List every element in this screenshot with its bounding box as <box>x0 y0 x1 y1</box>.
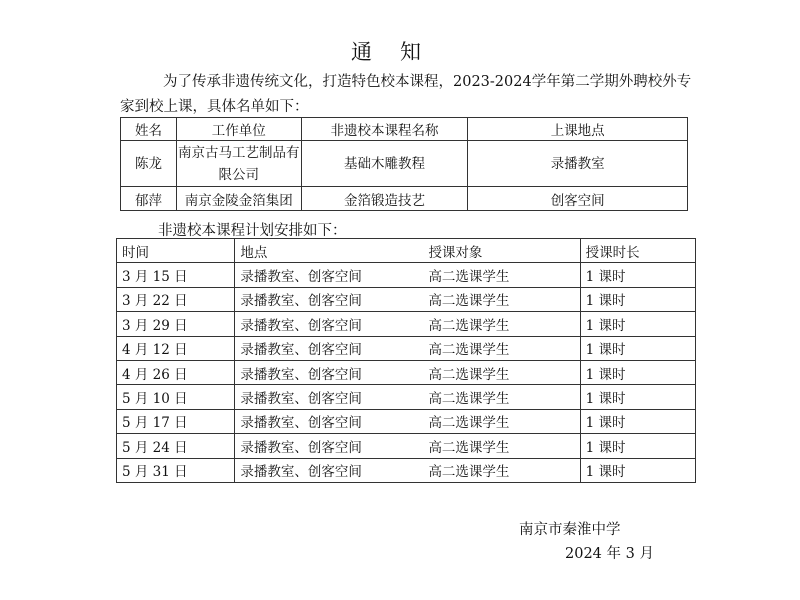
session-date: 4 月 26 日 <box>117 360 235 384</box>
session-audience: 高二选课学生 <box>423 287 580 311</box>
expert-name: 陈龙 <box>121 141 177 187</box>
session-location: 录播教室、创客空间 <box>235 434 424 458</box>
session-audience: 高二选课学生 <box>423 434 580 458</box>
session-duration: 1 课时 <box>580 360 695 384</box>
header-cell: 地点 <box>235 239 424 263</box>
session-duration: 1 课时 <box>580 312 695 336</box>
session-audience: 高二选课学生 <box>423 360 580 384</box>
table-row <box>117 385 696 409</box>
table-row <box>117 336 696 360</box>
schedule-heading: 非遗校本课程计划安排如下： <box>158 223 347 239</box>
header-cell: 上课地点 <box>468 118 688 141</box>
session-date: 3 月 29 日 <box>117 312 235 336</box>
expert-course: 基础木雕教程 <box>301 141 468 187</box>
expert-employer: 南京金陵金箔集团 <box>176 187 301 211</box>
session-date: 3 月 22 日 <box>117 287 235 311</box>
session-location: 录播教室、创客空间 <box>235 385 424 409</box>
table-row <box>121 141 688 187</box>
table-row <box>117 263 696 287</box>
table-row <box>117 360 696 384</box>
session-duration: 1 课时 <box>580 458 695 482</box>
session-audience: 高二选课学生 <box>423 458 580 482</box>
table-row <box>121 187 688 211</box>
session-location: 录播教室、创客空间 <box>235 360 424 384</box>
notice-intro <box>120 70 695 120</box>
signature-organization: 南京市秦淮中学 <box>519 522 621 538</box>
session-date: 5 月 10 日 <box>117 385 235 409</box>
table-row <box>117 458 696 482</box>
header-cell: 工作单位 <box>176 118 301 141</box>
session-duration: 1 课时 <box>580 263 695 287</box>
session-audience: 高二选课学生 <box>423 263 580 287</box>
expert-course: 金箔锻造技艺 <box>301 187 468 211</box>
header-cell: 授课时长 <box>580 239 695 263</box>
session-location: 录播教室、创客空间 <box>235 263 424 287</box>
session-location: 录播教室、创客空间 <box>235 287 424 311</box>
header-cell: 非遗校本课程名称 <box>301 118 468 141</box>
session-location: 录播教室、创客空间 <box>235 336 424 360</box>
session-duration: 1 课时 <box>580 385 695 409</box>
experts-table <box>120 117 688 211</box>
signature-date: 2024 年 3 月 <box>565 546 654 562</box>
session-date: 4 月 12 日 <box>117 336 235 360</box>
session-duration: 1 课时 <box>580 336 695 360</box>
table-row <box>117 287 696 311</box>
header-cell: 姓名 <box>121 118 177 141</box>
notice-intro-text: 为了传承非遗传统文化，打造特色校本课程，2023-2024学年第二学期外聘校外专家到校上课，具体名单如下： <box>120 74 692 115</box>
session-audience: 高二选课学生 <box>423 312 580 336</box>
table-row <box>117 409 696 433</box>
session-date: 5 月 17 日 <box>117 409 235 433</box>
expert-location: 创客空间 <box>468 187 688 211</box>
header-cell: 授课对象 <box>423 239 580 263</box>
session-location: 录播教室、创客空间 <box>235 409 424 433</box>
experts-table-header <box>121 118 688 141</box>
header-cell: 时间 <box>117 239 235 263</box>
notice-title: 通知 <box>351 40 449 64</box>
session-duration: 1 课时 <box>580 409 695 433</box>
schedule-table-header <box>117 239 696 263</box>
expert-name: 郁萍 <box>121 187 177 211</box>
session-audience: 高二选课学生 <box>423 409 580 433</box>
schedule-table <box>116 238 696 483</box>
session-audience: 高二选课学生 <box>423 336 580 360</box>
session-location: 录播教室、创客空间 <box>235 458 424 482</box>
session-audience: 高二选课学生 <box>423 385 580 409</box>
table-row <box>117 434 696 458</box>
table-row <box>117 312 696 336</box>
expert-employer: 南京古马工艺制品有限公司 <box>176 141 301 187</box>
expert-location: 录播教室 <box>468 141 688 187</box>
session-date: 3 月 15 日 <box>117 263 235 287</box>
session-date: 5 月 24 日 <box>117 434 235 458</box>
session-location: 录播教室、创客空间 <box>235 312 424 336</box>
session-duration: 1 课时 <box>580 287 695 311</box>
session-duration: 1 课时 <box>580 434 695 458</box>
session-date: 5 月 31 日 <box>117 458 235 482</box>
